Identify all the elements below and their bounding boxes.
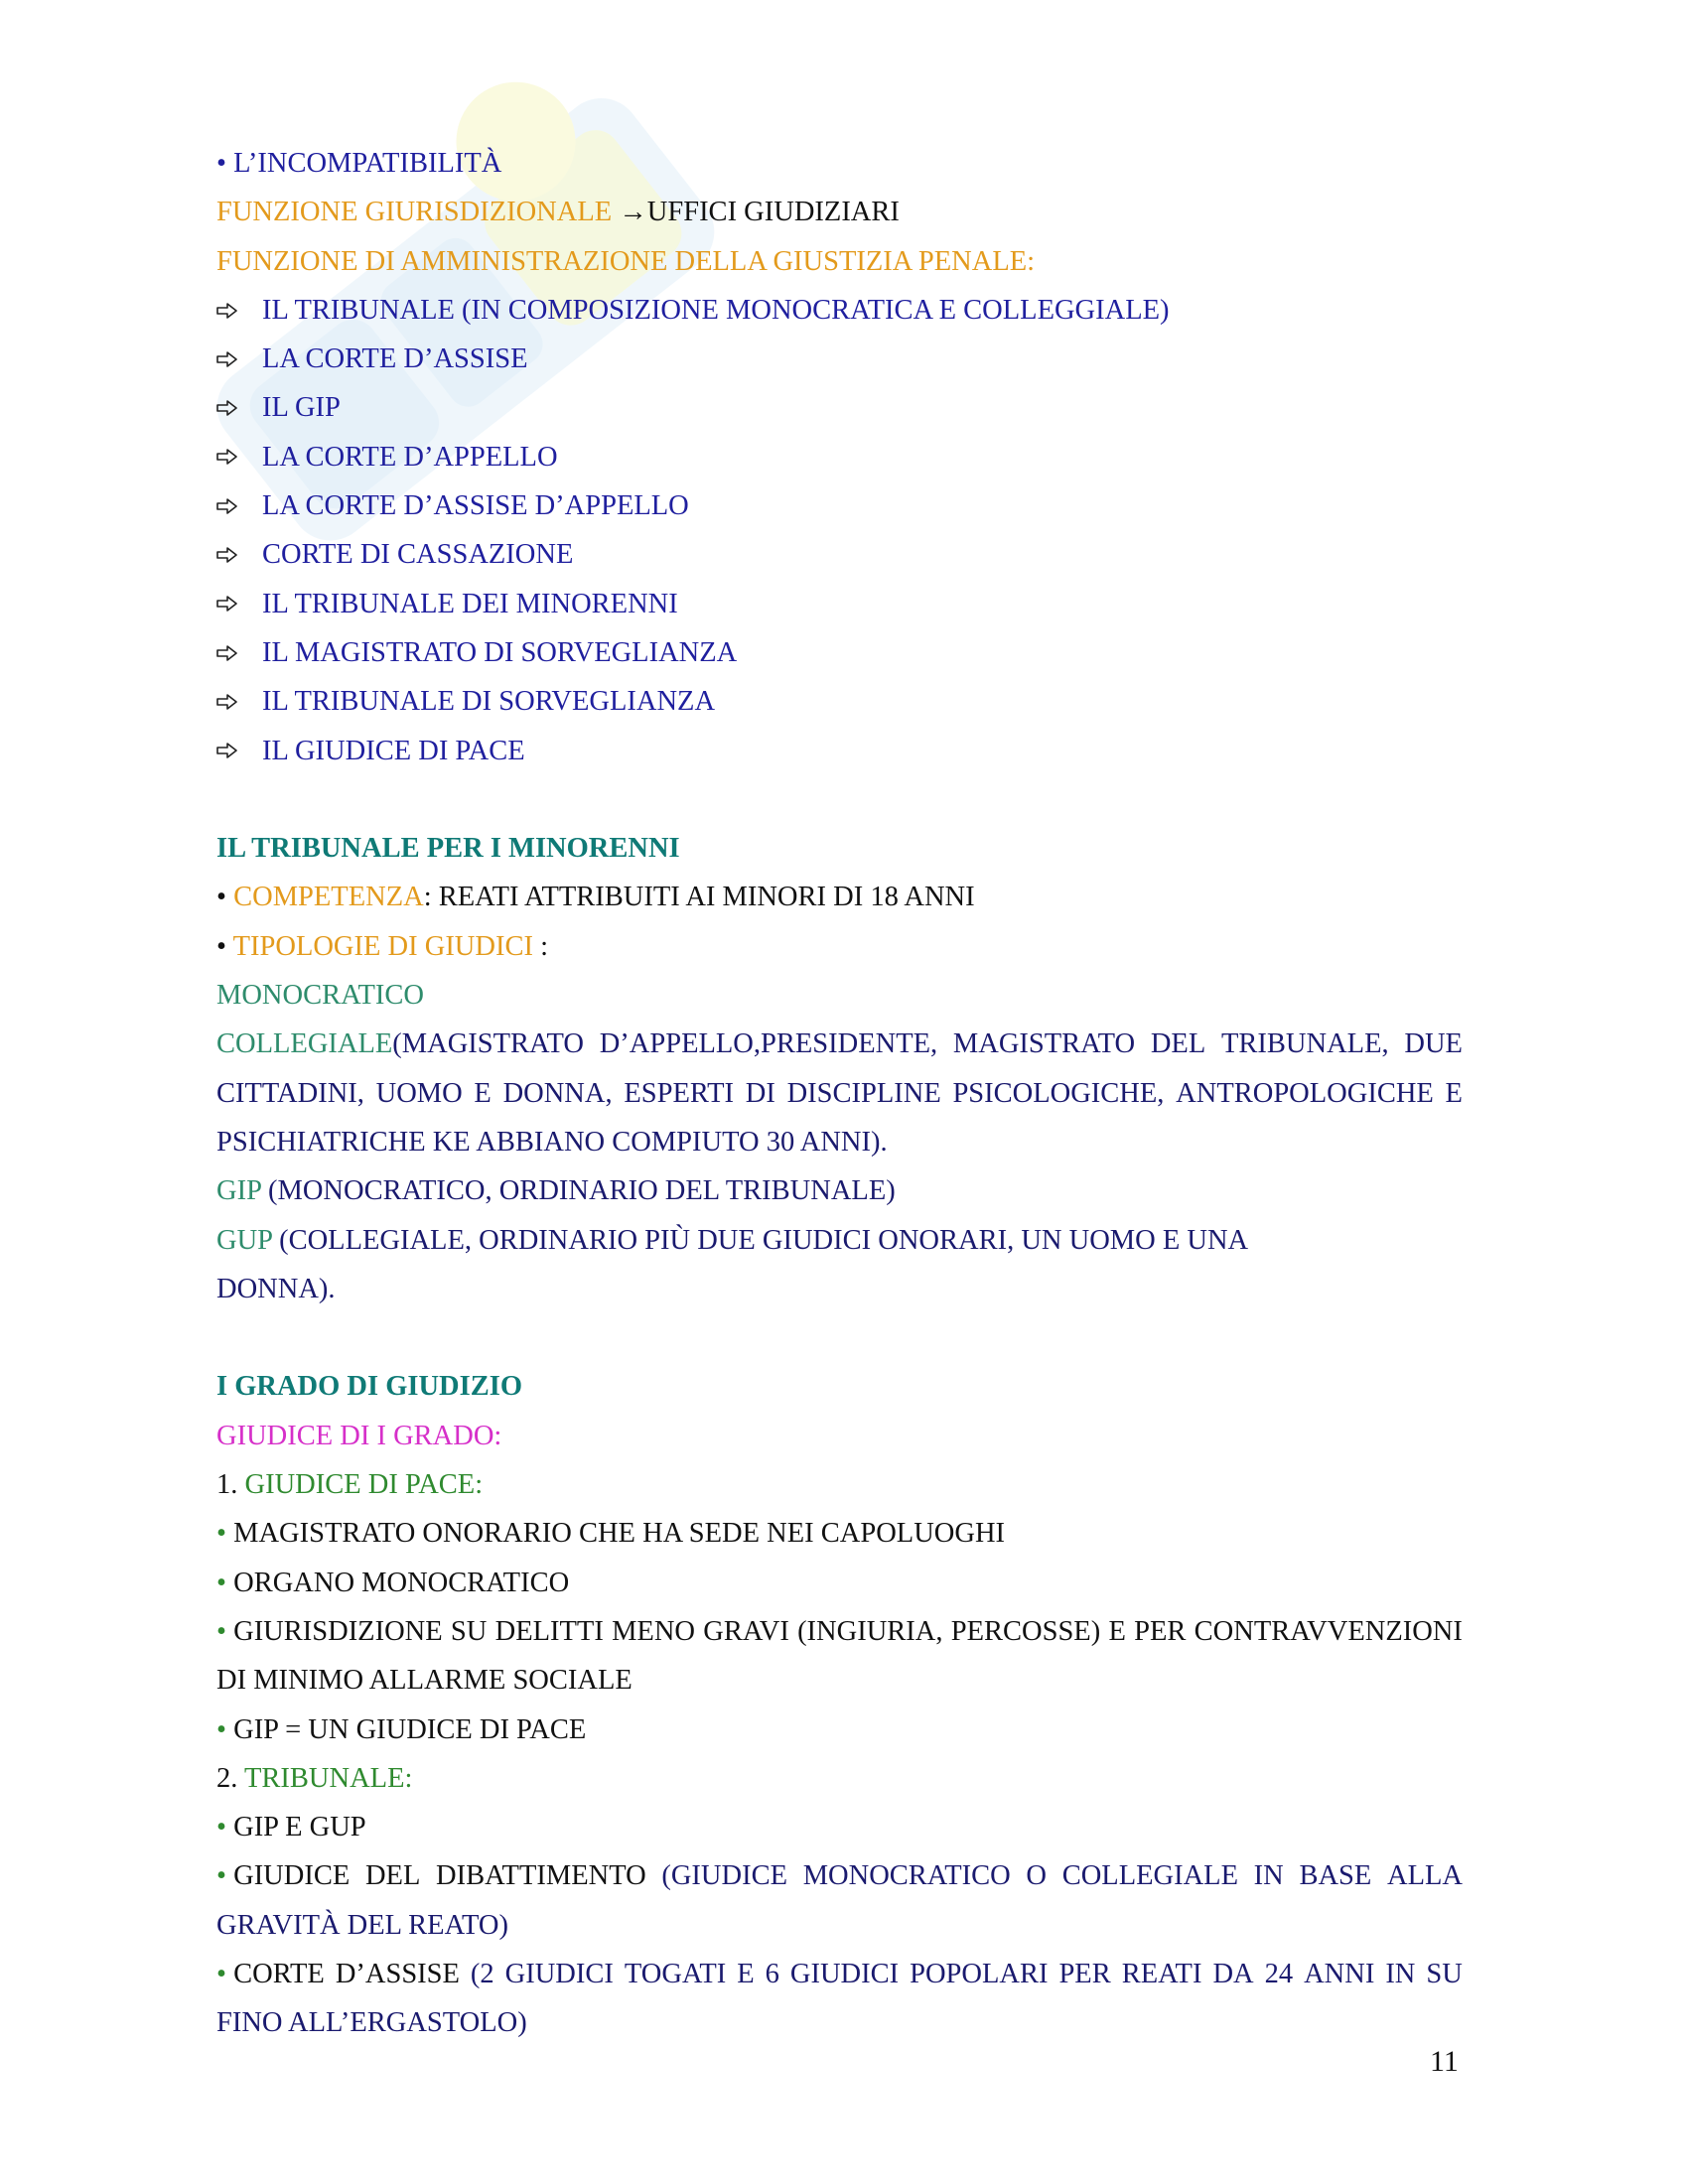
word: COLLEGIALE	[1061, 1860, 1238, 1892]
arrow-right-icon	[216, 498, 262, 514]
arrow-right-icon	[216, 400, 262, 416]
word: GIUDICI	[504, 1958, 614, 1989]
word: (INGIURIA,	[797, 1615, 943, 1647]
word: POPOLARI	[910, 1958, 1049, 1989]
dibattimento-line-1	[216, 1851, 1463, 1900]
uffici-list-item-label: IL TRIBUNALE (IN COMPOSIZIONE MONOCRATICA E COLLEGGIALE)	[262, 294, 1170, 326]
word: E	[1108, 1615, 1126, 1647]
word: PER	[1058, 1958, 1111, 1989]
arrow-right-icon	[216, 694, 262, 710]
word: DONNA,	[502, 1077, 613, 1109]
word: • GIUDICE	[216, 1860, 351, 1892]
funzione-giurisdizionale-line: FUNZIONE GIURISDIZIONALE →UFFICI GIUDIZIARI	[216, 197, 900, 228]
word: IN	[1385, 1958, 1416, 1989]
word: • CORTE	[216, 1958, 325, 1989]
uffici-list-item-label: IL TRIBUNALE DI SORVEGLIANZA	[262, 686, 716, 718]
uffici-list-item-label: LA CORTE D’ASSISE D’APPELLO	[262, 490, 689, 522]
tribunale-heading: 2. TRIBUNALE:	[216, 1762, 413, 1794]
word: PSICOLOGICHE,	[952, 1077, 1165, 1109]
word: (MAGISTRATO	[392, 1028, 584, 1060]
word: O	[1026, 1860, 1047, 1892]
arrow-right-icon	[216, 351, 262, 367]
word: DI	[745, 1077, 775, 1109]
word: BASE	[1299, 1860, 1372, 1892]
word: (GIUDICE	[661, 1860, 787, 1892]
uffici-list-item	[216, 433, 1463, 481]
word: IN	[1253, 1860, 1284, 1892]
grado-giudizio-heading: I GRADO DI GIUDIZIO	[216, 1371, 523, 1403]
word: ALLA	[1386, 1860, 1463, 1892]
word: MENO	[612, 1615, 695, 1647]
uffici-list-item-label: IL GIP	[262, 392, 341, 424]
word: DEL	[364, 1860, 421, 1892]
uffici-list-item	[216, 383, 1463, 432]
word: • GIURISDIZIONE	[216, 1615, 443, 1647]
competenza-line: • COMPETENZA: REATI ATTRIBUITI AI MINORI DI 18 ANNI	[216, 882, 975, 913]
funzione-amministrazione-line: FUNZIONE DI AMMINISTRAZIONE DELLA GIUSTIZIA PENALE:	[216, 245, 1036, 277]
word: SU	[450, 1615, 488, 1647]
uffici-list-item	[216, 530, 1463, 579]
incompatibilita-heading: • L’INCOMPATIBILITÀ	[216, 148, 502, 179]
word: REATI	[1121, 1958, 1202, 1989]
uffici-list-item-label: IL GIUDICE DI PACE	[262, 735, 525, 766]
word: MAGISTRATO	[952, 1028, 1136, 1060]
word: 24	[1264, 1958, 1294, 1989]
pace-item-2: • ORGANO MONOCRATICO	[216, 1567, 570, 1598]
word: DUE	[1404, 1028, 1463, 1060]
arrow-right-icon	[216, 743, 262, 758]
uffici-list-item-label: CORTE DI CASSAZIONE	[262, 539, 574, 571]
uffici-list-item-label: IL TRIBUNALE DEI MINORENNI	[262, 588, 678, 619]
arrow-right-icon	[216, 596, 262, 612]
word: GRAVI	[703, 1615, 789, 1647]
word: PERCOSSE)	[950, 1615, 1101, 1647]
uffici-list-item	[216, 335, 1463, 383]
word: E	[474, 1077, 492, 1109]
word: TOGATI	[624, 1958, 727, 1989]
gip-line: GIP (MONOCRATICO, ORDINARIO DEL TRIBUNALE)	[216, 1175, 896, 1207]
uffici-list-item	[216, 628, 1463, 677]
word: PER	[1134, 1615, 1187, 1647]
assise-line-1	[216, 1950, 1463, 1998]
arrow-right-icon	[216, 303, 262, 319]
word: MONOCRATICO	[802, 1860, 1011, 1892]
uffici-list-item	[216, 286, 1463, 335]
arrow-right-icon	[216, 449, 262, 465]
word: SU	[1426, 1958, 1463, 1989]
dibattimento-line-2: GRAVITÀ DEL REATO)	[216, 1909, 508, 1941]
arrow-right-icon	[216, 547, 262, 563]
assise-line-2: FINO ALL’ERGASTOLO)	[216, 2007, 527, 2039]
word: DA	[1212, 1958, 1254, 1989]
giudice-primo-grado-label: GIUDICE DI I GRADO:	[216, 1420, 502, 1451]
collegiale-line-3: PSICHIATRICHE KE ABBIANO COMPIUTO 30 ANNI).	[216, 1126, 888, 1158]
gup-line-2: DONNA).	[216, 1273, 336, 1304]
page-number: 11	[1430, 2045, 1459, 2078]
gup-line: GUP (COLLEGIALE, ORDINARIO PIÙ DUE GIUDICI ONORARI, UN UOMO E UNA	[216, 1224, 1249, 1256]
word: E	[1445, 1077, 1463, 1109]
uffici-list-item-label: IL MAGISTRATO DI SORVEGLIANZA	[262, 636, 738, 668]
uffici-list-item-label: LA CORTE D’APPELLO	[262, 441, 558, 473]
word: DELITTI	[494, 1615, 604, 1647]
word: GIUDICI	[789, 1958, 900, 1989]
uffici-list-item-label: LA CORTE D’ASSISE	[262, 343, 528, 375]
uffici-list-item	[216, 481, 1463, 530]
word: 6	[765, 1958, 779, 1989]
collegiale-line-1: COLLEGIALE(MAGISTRATO D’APPELLO,PRESIDENTE, MAGISTRATO DEL TRIBUNALE, DUE	[216, 1020, 1463, 1068]
word: DIBATTIMENTO	[436, 1860, 646, 1892]
uffici-list-item	[216, 580, 1463, 628]
word: CITTADINI,	[216, 1077, 364, 1109]
word: TRIBUNALE,	[1221, 1028, 1389, 1060]
word: DEL	[1150, 1028, 1206, 1060]
tipologie-line: • TIPOLOGIE DI GIUDICI :	[216, 930, 549, 962]
word: D’ASSISE	[335, 1958, 460, 1989]
word: UOMO	[375, 1077, 463, 1109]
word: CONTRAVVENZIONI	[1194, 1615, 1463, 1647]
word: ANNI	[1304, 1958, 1375, 1989]
pace-gip-line: • GIP = UN GIUDICE DI PACE	[216, 1713, 587, 1745]
pace-item-1: • MAGISTRATO ONORARIO CHE HA SEDE NEI CAPOLUOGHI	[216, 1518, 1006, 1550]
pace-giurisdizione-line-1	[216, 1607, 1463, 1656]
word: (2	[470, 1958, 494, 1989]
word: ANTROPOLOGICHE	[1176, 1077, 1434, 1109]
pace-giurisdizione-line-2: DI MINIMO ALLARME SOCIALE	[216, 1665, 633, 1697]
word: DISCIPLINE	[786, 1077, 941, 1109]
document-page	[216, 139, 1463, 2048]
collegiale-line-2	[216, 1069, 1463, 1118]
uffici-list-item	[216, 727, 1463, 775]
word: D’APPELLO,PRESIDENTE,	[599, 1028, 938, 1060]
trib-gip-gup-line: • GIP E GUP	[216, 1812, 366, 1843]
uffici-list-item	[216, 677, 1463, 726]
arrow-right-icon	[216, 645, 262, 661]
giudice-pace-heading: 1. GIUDICE DI PACE:	[216, 1469, 484, 1501]
uffici-list	[216, 286, 1463, 775]
tribunale-minorenni-heading: IL TRIBUNALE PER I MINORENNI	[216, 833, 680, 865]
word: ESPERTI	[624, 1077, 735, 1109]
monocratico-label: MONOCRATICO	[216, 980, 425, 1012]
word: E	[737, 1958, 755, 1989]
